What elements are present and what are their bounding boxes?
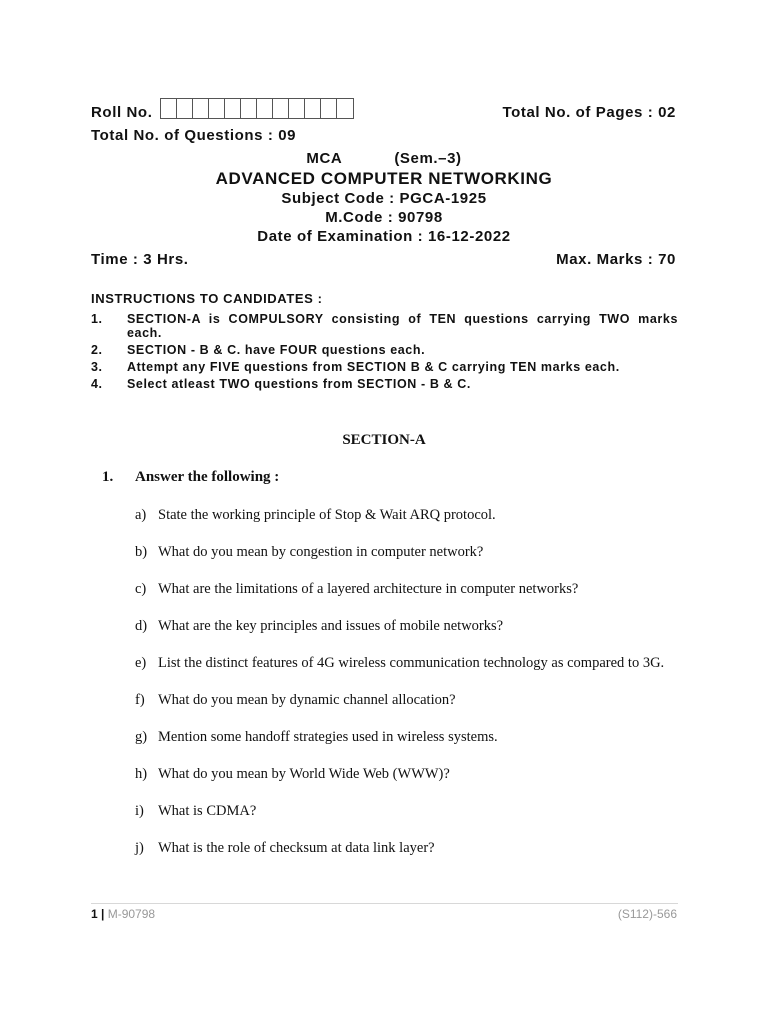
program-name: MCA	[306, 150, 343, 167]
roll-no-box	[337, 99, 353, 118]
question-part	[135, 839, 678, 857]
roll-no-box	[289, 99, 305, 118]
section-a-heading: SECTION-A	[342, 432, 426, 448]
instruction-number: 4.	[91, 377, 103, 391]
footer-doc-code: M-90798	[107, 907, 156, 921]
roll-no-box	[305, 99, 321, 118]
footer-right-code: (S112)-566	[617, 907, 677, 921]
part-text: What do you mean by congestion in computer network?	[158, 544, 484, 560]
part-letter: i)	[135, 803, 144, 819]
question-number: 1.	[102, 469, 114, 485]
instruction-text: Select atleast TWO questions from SECTION - B & C.	[127, 377, 471, 391]
part-letter: j)	[135, 840, 144, 856]
roll-no-box	[321, 99, 337, 118]
instructions-list	[91, 312, 678, 394]
footer-left	[91, 907, 155, 921]
roll-no-box	[225, 99, 241, 118]
part-letter: a)	[135, 507, 147, 523]
instruction-text: SECTION - B & C. have FOUR questions each.	[127, 343, 426, 357]
question-part	[135, 691, 678, 709]
semester: (Sem.–3)	[394, 150, 462, 167]
roll-no-box	[193, 99, 209, 118]
question-part	[135, 580, 678, 598]
part-letter: f)	[135, 692, 145, 708]
subject-title: ADVANCED COMPUTER NETWORKING	[215, 169, 553, 188]
instruction-number: 2.	[91, 343, 103, 357]
instruction-number: 1.	[91, 312, 103, 326]
part-text: What do you mean by World Wide Web (WWW)?	[158, 766, 450, 782]
part-letter: e)	[135, 655, 147, 671]
instruction-text: Attempt any FIVE questions from SECTION B & C carrying TEN marks each.	[127, 360, 620, 374]
roll-no-box	[177, 99, 193, 118]
total-questions: Total No. of Questions : 09	[91, 127, 297, 144]
total-pages: Total No. of Pages : 02	[502, 104, 676, 121]
max-marks: Max. Marks : 70	[556, 251, 676, 268]
question-part	[135, 617, 678, 635]
part-text: Mention some handoff strategies used in wireless systems.	[158, 729, 498, 745]
question-part	[135, 765, 678, 783]
instruction-item	[91, 343, 678, 357]
footer-divider	[91, 903, 678, 904]
part-text: What are the key principles and issues of mobile networks?	[158, 618, 504, 634]
question-part	[135, 543, 678, 561]
m-code: M.Code : 90798	[325, 209, 443, 226]
roll-no-box	[257, 99, 273, 118]
question-part	[135, 654, 678, 672]
part-letter: h)	[135, 766, 148, 782]
instructions-heading: INSTRUCTIONS TO CANDIDATES :	[91, 291, 323, 306]
part-text: What is CDMA?	[158, 803, 257, 819]
roll-no-box	[209, 99, 225, 118]
part-letter: g)	[135, 729, 148, 745]
question-part	[135, 728, 678, 746]
part-letter: b)	[135, 544, 148, 560]
exam-date: Date of Examination : 16-12-2022	[257, 228, 511, 245]
question-parts-list	[135, 506, 678, 876]
part-letter: c)	[135, 581, 147, 597]
footer-page-number: 1 |	[91, 907, 105, 921]
roll-no-boxes	[160, 98, 354, 119]
part-text: State the working principle of Stop & Wait ARQ protocol.	[158, 507, 496, 523]
instruction-number: 3.	[91, 360, 103, 374]
question-title: Answer the following :	[135, 469, 280, 485]
instruction-item	[91, 312, 678, 340]
question-part	[135, 506, 678, 524]
part-text: List the distinct features of 4G wireless communication technology as compared to 3G.	[158, 655, 665, 671]
instruction-item	[91, 377, 678, 391]
subject-code: Subject Code : PGCA-1925	[281, 190, 487, 207]
course-line	[0, 150, 768, 167]
part-text: What is the role of checksum at data link layer?	[158, 840, 435, 856]
roll-no-label: Roll No.	[91, 104, 153, 121]
roll-no-box	[161, 99, 177, 118]
part-text: What do you mean by dynamic channel allocation?	[158, 692, 456, 708]
roll-no-box	[273, 99, 289, 118]
part-text: What are the limitations of a layered architecture in computer networks?	[158, 581, 579, 597]
exam-time: Time : 3 Hrs.	[91, 251, 189, 268]
question-part	[135, 802, 678, 820]
instruction-text: SECTION-A is COMPULSORY consisting of TEN questions carrying TWO marks each.	[127, 312, 678, 340]
part-letter: d)	[135, 618, 148, 634]
instruction-item	[91, 360, 678, 374]
roll-no-box	[241, 99, 257, 118]
